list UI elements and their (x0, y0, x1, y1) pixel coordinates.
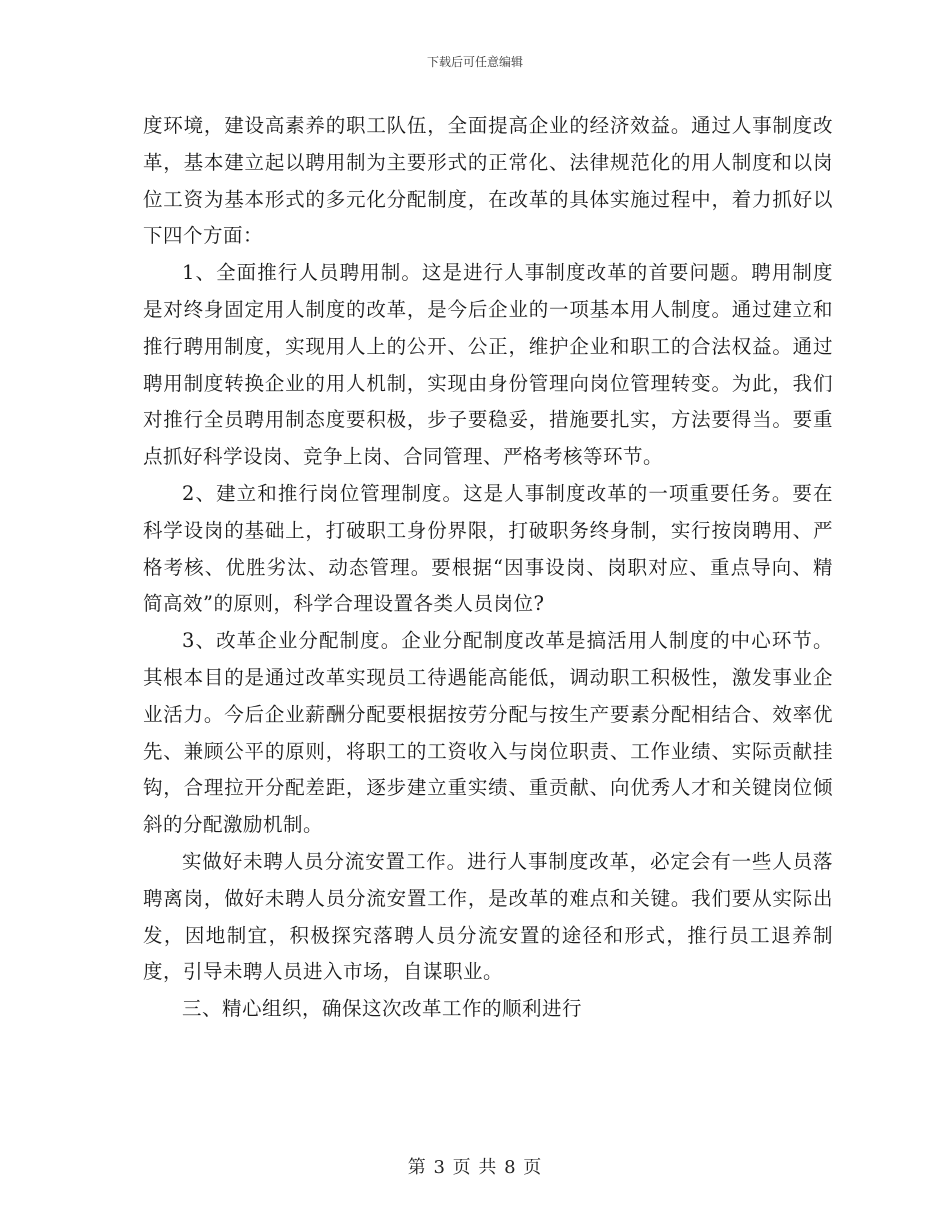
document-body (143, 108, 833, 1028)
paragraph-continuation: 度环境，建设高素养的职工队伍，全面提高企业的经济效益。通过人事制度改革，基本建立起以聘用制为主要形式的正常化、法律规范化的用人制度和以岗位工资为基本形式的多元化分配制度，在改革的具体实施过程中，着力抓好以下四个方面： (143, 114, 833, 248)
paragraph-item-2: 2、建立和推行岗位管理制度。这是人事制度改革的一项重要任务。要在科学设岗的基础上，打破职工身份界限，打破职务终身制，实行按岗聘用、严格考核、优胜劣汰、动态管理。要根据“因事设岗、岗职对应、重点导向、精简高效”的原则，科学合理设置各类人员岗位? (143, 481, 833, 616)
paragraph-item-3: 3、改革企业分配制度。企业分配制度改革是搞活用人制度的中心环节。其根本目的是通过改革实现员工待遇能高能低，调动职工积极性，激发事业企业活力。今后企业薪酬分配要根据按劳分配与按生产要素分配相结合、效率优先、兼顾公平的原则，将职工的工资收入与岗位职责、工作业绩、实际贡献挂钩，合理拉开分配差距，逐步建立重实绩、重贡献、向优秀人才和关键岗位倾斜的分配激励机制。 (143, 629, 833, 837)
page-number-footer: 第 3 页 共 8 页 (407, 1157, 543, 1178)
section-heading-3: 三、精心组织，确保这次改革工作的顺利进行 (182, 997, 583, 1021)
paragraph-item-1: 1、全面推行人员聘用制。这是进行人事制度改革的首要问题。聘用制度是对终身固定用人制度的改革，是今后企业的一项基本用人制度。通过建立和推行聘用制度，实现用人上的公开、公正，维护企业和职工的合法权益。通过聘用制度转换企业的用人机制，实现由身份管理向岗位管理转变。为此，我们对推行全员聘用制态度要积极，步子要稳妥，措施要扎实，方法要得当。要重点抓好科学设岗、竞争上岗、合同管理、严格考核等环节。 (143, 261, 833, 469)
page-header-note: 下载后可任意编辑 (426, 55, 523, 69)
paragraph-item-4: 实做好未聘人员分流安置工作。进行人事制度改革，必定会有一些人员落聘离岗，做好未聘人员分流安置工作，是改革的难点和关键。我们要从实际出发，因地制宜，积极探究落聘人员分流安置的途径和形式，推行员工退养制度，引导未聘人员进入市场，自谋职业。 (143, 849, 833, 984)
